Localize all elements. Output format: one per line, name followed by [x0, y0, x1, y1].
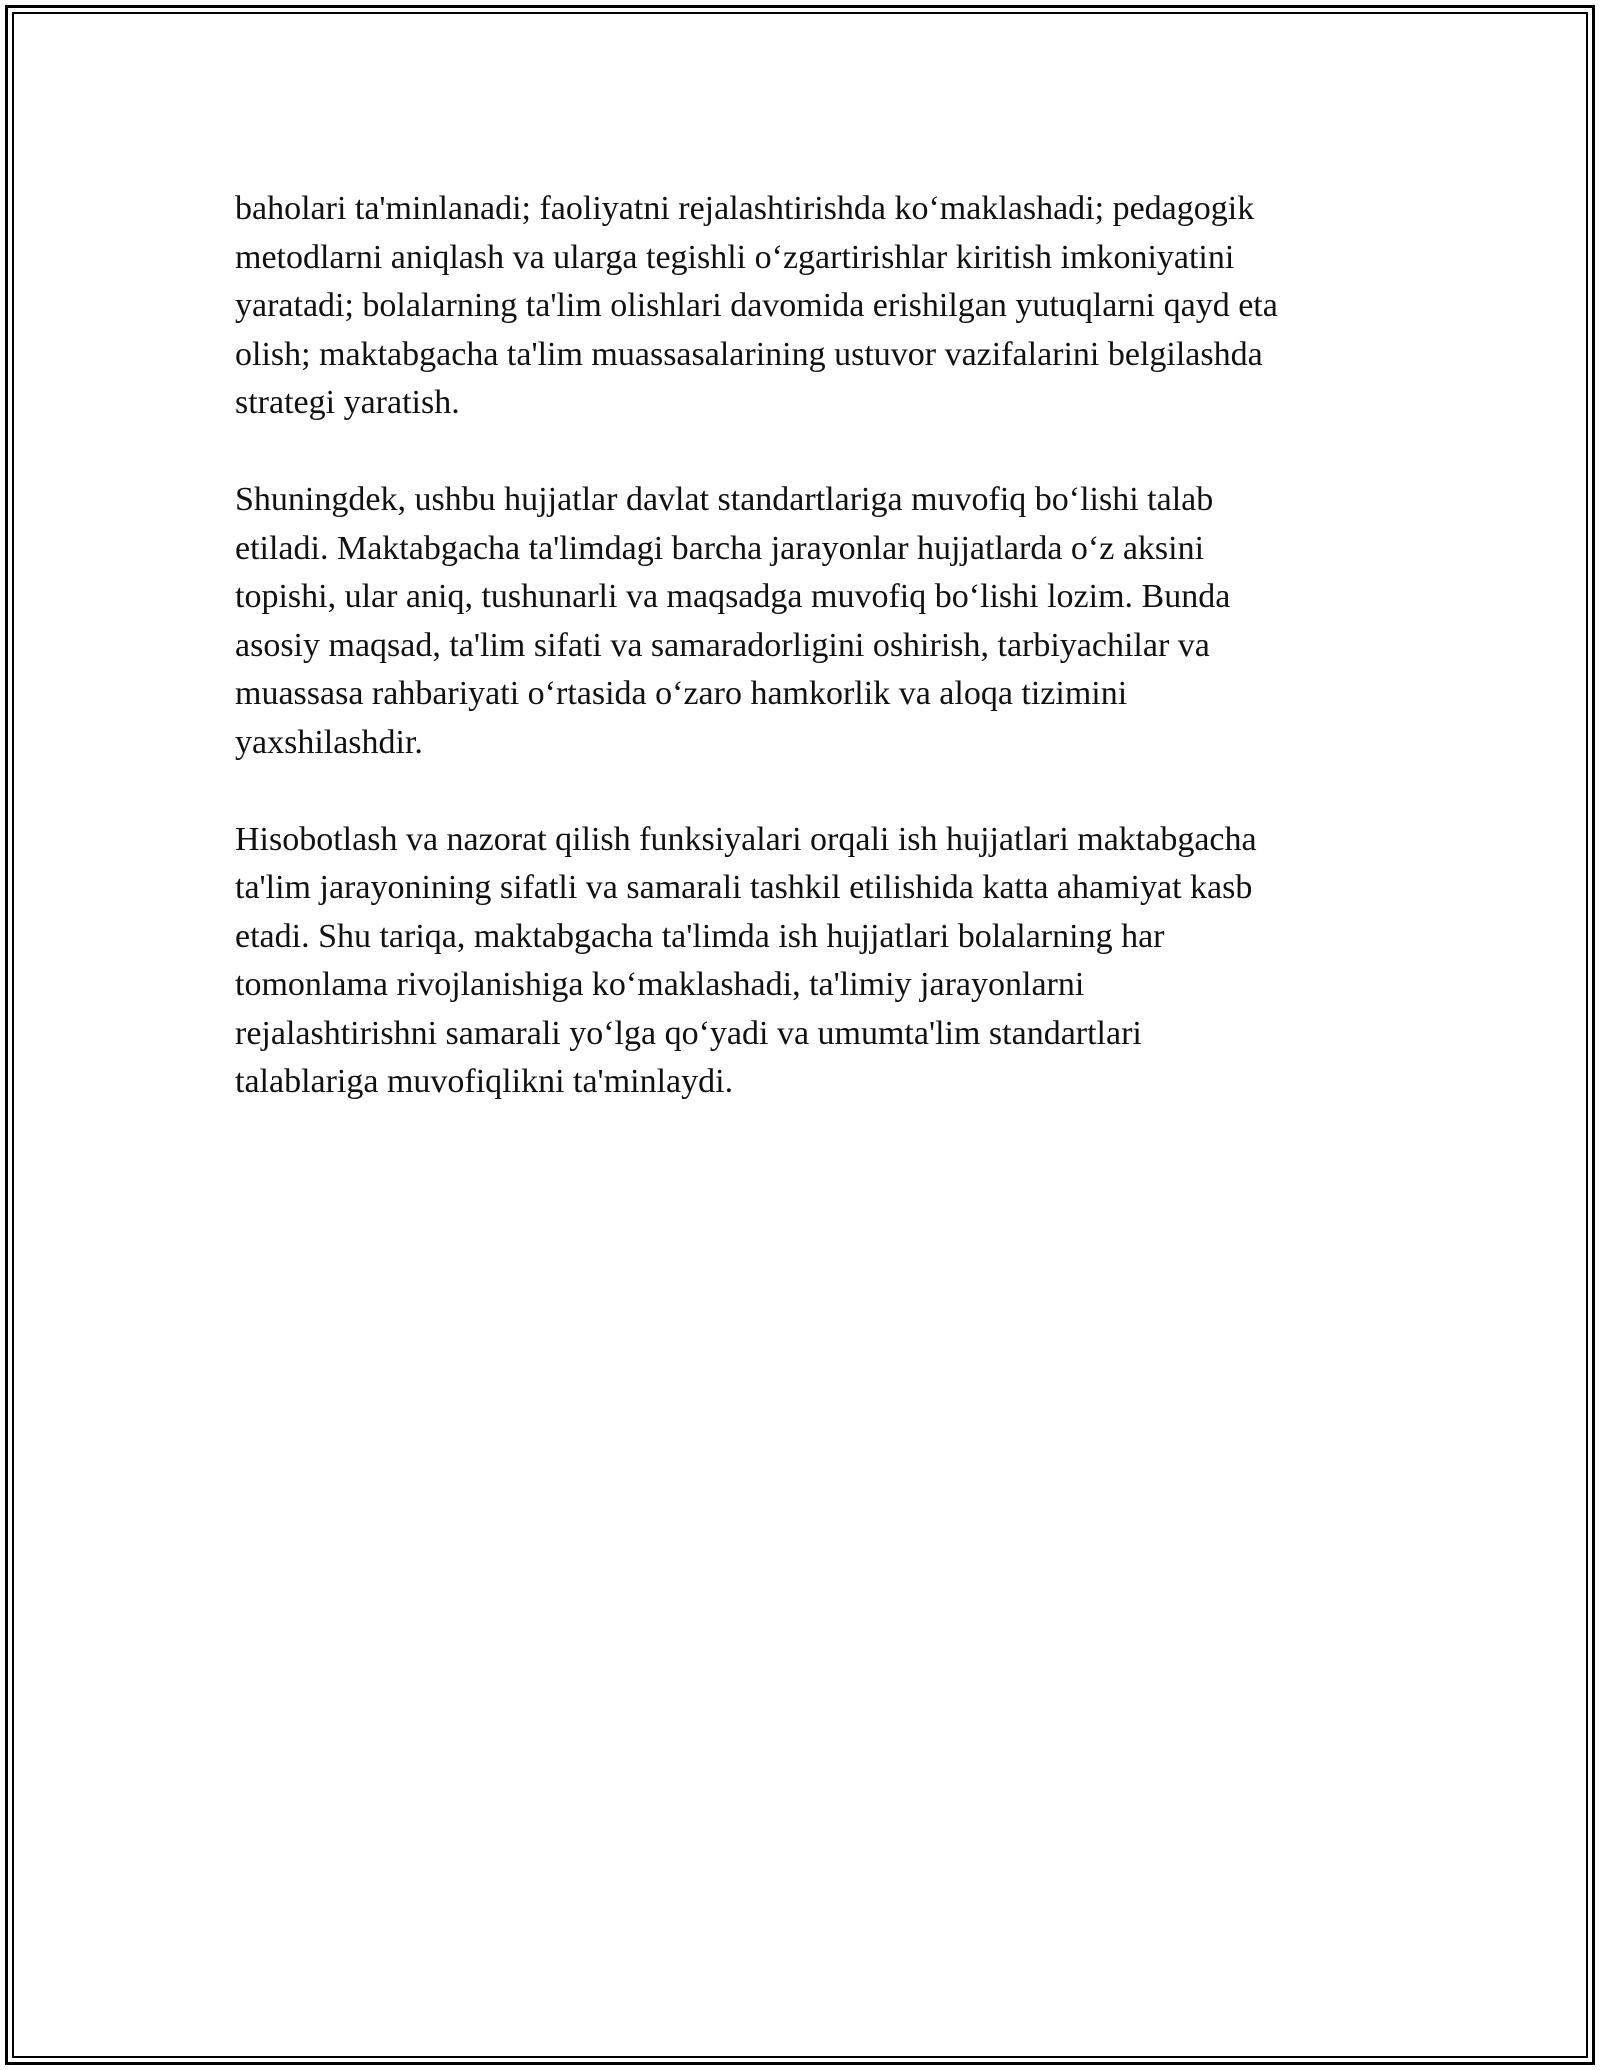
- paragraph-3: [235, 816, 1375, 1107]
- text-line: etiladi. Maktabgacha ta'limdagi barcha jarayonlar hujjatlarda o‘z aksini: [235, 529, 1205, 567]
- text-line: etadi. Shu tariqa, maktabgacha ta'limda ish hujjatlari bolalarning har: [235, 917, 1165, 955]
- text-line: Shuningdek, ushbu hujjatlar davlat standartlariga muvofiq bo‘lishi talab: [235, 481, 1214, 518]
- text-line: metodlarni aniqlash va ularga tegishli o‘zgartirishlar kiritish imkoniyatini: [235, 238, 1235, 276]
- document-body: [235, 185, 1375, 1155]
- text-line: tomonlama rivojlanishiga ko‘maklashadi, ta'limiy jarayonlarni: [235, 966, 1085, 1003]
- text-line: yaxshilashdir.: [235, 723, 423, 761]
- text-line: olish; maktabgacha ta'lim muassasalarining ustuvor vazifalarini belgilashda: [235, 335, 1263, 373]
- text-line: yaratadi; bolalarning ta'lim olishlari davomida erishilgan yutuqlarni qayd eta: [235, 287, 1278, 324]
- text-line: topishi, ular aniq, tushunarli va maqsadga muvofiq bo‘lishi lozim. Bunda: [235, 578, 1231, 615]
- text-line: rejalashtirishni samarali yo‘lga qo‘yadi va umumta'lim standartlari: [235, 1014, 1142, 1052]
- text-line: strategi yaratish.: [235, 384, 460, 421]
- text-line: talablariga muvofiqlikni ta'minlaydi.: [235, 1063, 734, 1100]
- text-line: baholari ta'minlanadi; faoliyatni rejalashtirishda ko‘maklashadi; pedagogik: [235, 190, 1255, 227]
- text-line: muassasa rahbariyati o‘rtasida o‘zaro hamkorlik va aloqa tizimini: [235, 675, 1128, 712]
- text-line: ta'lim jarayonining sifatli va samarali tashkil etilishida katta ahamiyat kasb: [235, 869, 1253, 906]
- paragraph-1: [235, 185, 1375, 428]
- paragraph-2: [235, 476, 1375, 767]
- text-line: Hisobotlash va nazorat qilish funksiyalari orqali ish hujjatlari maktabgacha: [235, 820, 1257, 858]
- text-line: asosiy maqsad, ta'lim sifati va samaradorligini oshirish, tarbiyachilar va: [235, 626, 1210, 664]
